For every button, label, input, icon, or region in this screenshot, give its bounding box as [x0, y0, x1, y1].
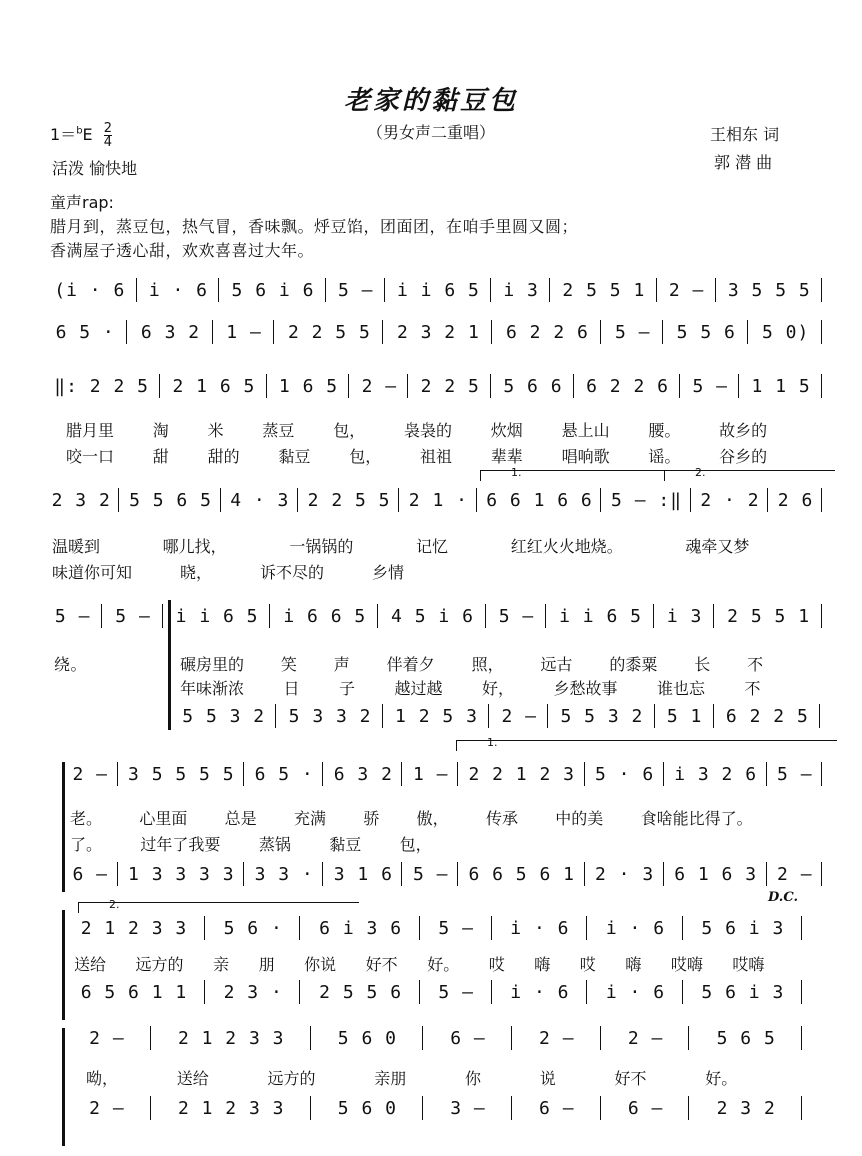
lyric-word: 黏豆 — [329, 835, 362, 854]
lyric-word: 好不 — [365, 955, 398, 974]
measure: 2 — — [501, 706, 537, 727]
barline — [801, 1096, 804, 1120]
measure: 2 5 5 1 — [562, 280, 646, 301]
lyric-word: 日 — [283, 679, 300, 698]
measure: 2 2 5 5 — [307, 490, 391, 511]
system-5-lyric-2 — [180, 676, 800, 699]
rap-line-2: 香满屋子透心甜，欢欢喜喜过大年。 — [50, 241, 315, 260]
measure: 5 6 5 — [716, 1028, 776, 1049]
measure: i i 6 5 — [175, 606, 259, 627]
lyric-word: 黏豆 — [278, 447, 311, 466]
lyric-word: 传承 — [485, 809, 518, 828]
measure: 2 — — [777, 864, 813, 885]
lyric-word: 哎 — [488, 955, 505, 974]
lyric-word: 亲 — [213, 955, 230, 974]
lyric-word: 嗨 — [625, 955, 642, 974]
barline — [821, 862, 824, 886]
measure: 6 — — [539, 1098, 575, 1119]
measure: 2 6 — [777, 490, 814, 511]
measure: 2 2 1 2 3 — [468, 764, 575, 785]
measure: 2 1 6 5 — [172, 376, 256, 397]
lyric-word: 呦， — [86, 1069, 119, 1088]
measure: 2 — — [361, 376, 398, 397]
flat-sign: b — [76, 125, 83, 137]
measure: 2 3 · — [223, 982, 283, 1003]
measure: 2 — — [627, 1028, 664, 1049]
lyric-word: 嗨 — [534, 955, 551, 974]
measure: 2 3 2 1 — [396, 322, 480, 343]
lyric-word: 声 — [333, 655, 350, 674]
time-top: 2 — [103, 121, 113, 136]
lyric-word: 不 — [747, 655, 764, 674]
measure: 1 2 5 3 — [395, 706, 478, 727]
measure: 5 — — [614, 322, 651, 343]
measure: 2 — — [89, 1098, 125, 1119]
system-6-notes — [64, 764, 824, 786]
lyric-word: 朋 — [258, 955, 275, 974]
system-7-volta-2 — [78, 898, 359, 913]
barline — [821, 320, 824, 344]
volta-number: 2. — [109, 898, 120, 911]
measure: 4 · 3 — [230, 490, 290, 511]
volta-number: 1. — [487, 736, 498, 749]
barline — [821, 488, 824, 512]
measure: 5 6 6 — [503, 376, 563, 397]
lyric-word: 年味渐浓 — [180, 679, 245, 698]
barline — [821, 762, 824, 786]
lyricist-credit: 王相东 词 — [710, 125, 780, 144]
measure: 2 5 5 6 — [319, 982, 403, 1003]
measure: i 3 2 6 — [674, 764, 758, 785]
measure: 2 5 5 1 — [727, 606, 811, 627]
lyric-word: 悬上山 — [561, 421, 610, 440]
lyric-word: 心里面 — [139, 809, 188, 828]
lyric-word: 的黍粟 — [609, 655, 658, 674]
measure: 3 5 5 5 — [727, 280, 811, 301]
measure: 5 5 6 5 — [129, 490, 212, 511]
measure: i i 6 5 — [396, 280, 480, 301]
lyric-word: 包， — [399, 835, 432, 854]
measure: 5 6 i 3 — [701, 982, 785, 1003]
measure: 2 — — [539, 1028, 575, 1049]
time-bottom: 4 — [103, 135, 113, 150]
measure: 1 1 5 — [751, 376, 811, 397]
lyric-word: 袅袅的 — [403, 421, 452, 440]
system-6-lyric-1 — [70, 806, 790, 829]
system-2-notes — [44, 322, 824, 344]
measure: 2 1 · — [408, 490, 468, 511]
lyric-word: 谁也忘 — [657, 679, 706, 698]
lyric-word: 腰。 — [648, 421, 681, 440]
lyric-word: 你说 — [304, 955, 337, 974]
barline — [821, 374, 824, 398]
system-6-lyric-2 — [70, 832, 470, 855]
measure: 2 1 2 3 3 — [80, 918, 188, 939]
system-3-lyric-1 — [66, 418, 806, 441]
lyric-word: 子 — [339, 679, 356, 698]
barline — [801, 980, 804, 1004]
composer-credit: 郭 潜 曲 — [714, 153, 773, 172]
volta-number: 2. — [695, 466, 706, 479]
measure: 6 5 · — [55, 322, 115, 343]
rap-label: 童声rap: — [50, 193, 114, 212]
lyric-word: 不 — [744, 679, 761, 698]
measure: 5 — — [498, 606, 535, 627]
system-7-lower-notes — [64, 982, 804, 1004]
system-5-lower-notes — [172, 706, 822, 728]
lyric-word: 充满 — [293, 809, 326, 828]
measure: 6 3 2 — [333, 764, 393, 785]
da-capo-mark: D.C. — [768, 890, 798, 905]
barline — [821, 278, 824, 302]
key-prefix: 1＝ — [50, 125, 77, 144]
measure: 5 — — [412, 864, 449, 885]
lyric-word: 味道你可知 — [52, 563, 133, 582]
lyric-word: 越过越 — [394, 679, 443, 698]
measure: 6 3 2 — [140, 322, 201, 343]
measure: 6 2 2 5 — [725, 706, 809, 727]
measure: i 6 6 5 — [283, 606, 367, 627]
measure: 5 0) — [762, 322, 810, 343]
lyric-word: 远方的 — [135, 955, 184, 974]
lyric-word: 包， — [349, 447, 382, 466]
measure: 2 — — [89, 1028, 125, 1049]
measure: 5 5 3 2 — [560, 706, 644, 727]
measure: i 3 — [666, 606, 703, 627]
measure: 4 5 i 6 — [391, 606, 474, 627]
measure: 6 2 2 6 — [586, 376, 669, 397]
measure: i i 6 5 — [559, 606, 642, 627]
lyric-word: 长 — [694, 655, 711, 674]
measure: 5 — — [692, 376, 728, 397]
measure: 6 — — [72, 864, 109, 885]
system-8-notes — [64, 1028, 804, 1050]
lyric-word: 哪儿找， — [162, 537, 227, 556]
measure: i · 6 — [605, 982, 666, 1003]
lyric-word: 傲， — [416, 809, 449, 828]
barline — [801, 1026, 804, 1050]
lyric-word: 甜的 — [207, 447, 240, 466]
lyric-word: 甜 — [152, 447, 169, 466]
system-4-lyric-2 — [52, 560, 452, 583]
measure: 3 5 5 5 5 — [128, 764, 235, 785]
lyric-word: 一锅锅的 — [289, 537, 354, 556]
system-5-brace — [168, 600, 171, 730]
measure: 3 1 6 — [333, 864, 393, 885]
measure: 2 — — [72, 764, 109, 785]
lyric-word: 米 — [207, 421, 224, 440]
measure: 1 6 5 — [278, 376, 339, 397]
measure: 3 — — [450, 1098, 486, 1119]
lyric-word: 送给 — [176, 1069, 209, 1088]
lyric-word: 哎 — [579, 955, 596, 974]
system-4-lyric-1 — [52, 534, 812, 557]
system-7-lyric — [74, 952, 794, 975]
measure: 5 6 · — [223, 918, 283, 939]
lyric-word: 照， — [471, 655, 504, 674]
lyric-word: 远古 — [540, 655, 573, 674]
lyric-word: 好， — [482, 679, 515, 698]
measure: 6 i 3 6 — [319, 918, 403, 939]
lyric-word: 唱响歌 — [561, 447, 610, 466]
tempo-marking: 活泼 愉快地 — [52, 159, 138, 178]
song-subtitle: （男女声二重唱） — [366, 123, 495, 142]
lyric-word: 好。 — [427, 955, 460, 974]
measure: 5 1 — [666, 706, 703, 727]
lyric-word: 中的美 — [555, 809, 604, 828]
lyric-word: 红红火火地烧。 — [510, 537, 623, 556]
measure: 6 — — [627, 1098, 664, 1119]
measure: 6 6 1 6 6 — [486, 490, 593, 511]
lyric-word: 亲朋 — [374, 1069, 407, 1088]
system-6-lower-notes — [64, 864, 824, 886]
barline — [801, 916, 804, 940]
time-signature — [104, 122, 112, 149]
lyric-word: 记忆 — [416, 537, 449, 556]
lyric-word: 蒸豆 — [262, 421, 295, 440]
lyric-word: 总是 — [224, 809, 257, 828]
measure: 3 3 · — [254, 864, 314, 885]
measure: 2 1 2 3 3 — [177, 1098, 285, 1119]
system-1-notes — [44, 280, 824, 302]
measure: i · 6 — [605, 918, 666, 939]
system-4-volta-2 — [664, 466, 835, 481]
lyric-word: 好不 — [614, 1069, 647, 1088]
lyric-word: 乡情 — [372, 563, 405, 582]
measure: 5 · 6 — [595, 764, 655, 785]
lyric-word: 腊月里 — [66, 421, 115, 440]
lyric-word: 咬一口 — [66, 447, 115, 466]
lyric-word: 送给 — [74, 955, 107, 974]
lyric-word: 说 — [539, 1069, 556, 1088]
measure: 5 3 3 2 — [288, 706, 372, 727]
lyric-word: 淘 — [152, 421, 169, 440]
lyric-word: 好。 — [705, 1069, 738, 1088]
barline — [821, 604, 824, 628]
lyric-word: 哎嗨 — [670, 955, 703, 974]
system-3-notes — [44, 376, 824, 398]
measure: 2 1 2 3 3 — [177, 1028, 285, 1049]
measure: i · 6 — [148, 280, 209, 301]
lyric-word: 谣。 — [648, 447, 681, 466]
system-8-lyric — [86, 1066, 796, 1089]
measure: i · 6 — [510, 982, 570, 1003]
volta-number: 1. — [511, 466, 522, 479]
system-6-volta-1 — [456, 736, 837, 751]
lyric-word: 蒸锅 — [258, 835, 291, 854]
key-note: E — [82, 125, 93, 144]
measure: 6 5 · — [254, 764, 314, 785]
measure: 5 6 i 6 — [231, 280, 315, 301]
measure: 5 — — [438, 982, 474, 1003]
measure: 5 — — [438, 918, 474, 939]
lyric-word: 魂牵又梦 — [685, 537, 750, 556]
measure: 1 — — [412, 764, 449, 785]
lyric-word: 炊烟 — [490, 421, 523, 440]
lyric-word: 伴着夕 — [386, 655, 435, 674]
lyric-word: 包， — [333, 421, 366, 440]
lyric-word: 过年了我要 — [140, 835, 221, 854]
system-5-notes — [44, 606, 824, 628]
measure: 6 — — [450, 1028, 486, 1049]
lyric-word: 骄 — [363, 809, 380, 828]
lyric-word: 了。 — [70, 835, 103, 854]
system-5-lyric-start: 绕。 — [54, 655, 88, 674]
measure: 6 2 2 6 — [505, 322, 589, 343]
lyric-word: 碾房里的 — [180, 655, 245, 674]
measure: 5 — :‖ — [611, 490, 683, 511]
measure: 2 · 3 — [595, 864, 655, 885]
lyric-word: 食啥能比得了。 — [640, 809, 753, 828]
lyric-word: 笑 — [280, 655, 297, 674]
measure: 5 — — [337, 280, 374, 301]
measure: 5 — — [777, 764, 813, 785]
measure: i · 6 — [510, 918, 570, 939]
measure: 5 6 0 — [337, 1028, 397, 1049]
measure: 6 1 6 3 — [674, 864, 758, 885]
lyric-word: 温暖到 — [52, 537, 101, 556]
measure: 2 — — [668, 280, 705, 301]
system-4-volta-1 — [480, 466, 681, 481]
lyric-word: 祖祖 — [419, 447, 452, 466]
lyric-word: 你 — [465, 1069, 482, 1088]
measure: i 3 — [503, 280, 539, 301]
lyric-word: 老。 — [70, 809, 103, 828]
measure: 1 — — [226, 322, 262, 343]
measure: 5 — — [54, 606, 91, 627]
measure: (i · 6 — [54, 280, 126, 301]
system-4-notes — [44, 490, 824, 512]
measure: 5 — — [115, 606, 151, 627]
measure: 6 5 6 1 1 — [80, 982, 188, 1003]
measure: 2 3 2 — [716, 1098, 776, 1119]
measure: 2 2 5 5 — [287, 322, 371, 343]
measure: 5 5 6 — [676, 322, 736, 343]
system-3-lyric-2 — [66, 444, 806, 467]
measure: 5 5 3 2 — [182, 706, 266, 727]
measure: 2 2 5 — [420, 376, 480, 397]
key-signature — [50, 122, 112, 149]
lyric-word: 诉不尽的 — [260, 563, 325, 582]
measure: 5 6 0 — [337, 1098, 397, 1119]
measure: ‖: 2 2 5 — [54, 376, 149, 397]
system-5-lyric-1 — [180, 652, 800, 675]
system-7-notes — [64, 918, 804, 940]
barline — [819, 704, 822, 728]
lyric-word: 哎嗨 — [732, 955, 765, 974]
system-8-lower-notes — [64, 1098, 804, 1120]
measure: 5 6 i 3 — [701, 918, 785, 939]
lyric-word: 辈辈 — [490, 447, 523, 466]
lyric-word: 故乡的 — [719, 421, 768, 440]
measure: 2 · 2 — [700, 490, 760, 511]
measure: 6 6 5 6 1 — [468, 864, 575, 885]
lyric-word: 谷乡的 — [719, 447, 768, 466]
rap-line-1: 腊月到，蒸豆包，热气冒，香味飘。烀豆馅，团面团，在咱手里圆又圆； — [50, 217, 579, 236]
measure: 1 3 3 3 3 — [128, 864, 235, 885]
lyric-word: 晓， — [180, 563, 213, 582]
measure: 2 3 2 — [51, 490, 111, 511]
lyric-word: 远方的 — [267, 1069, 316, 1088]
lyric-word: 乡愁故事 — [553, 679, 618, 698]
song-title: 老家的黏豆包 — [343, 86, 518, 116]
